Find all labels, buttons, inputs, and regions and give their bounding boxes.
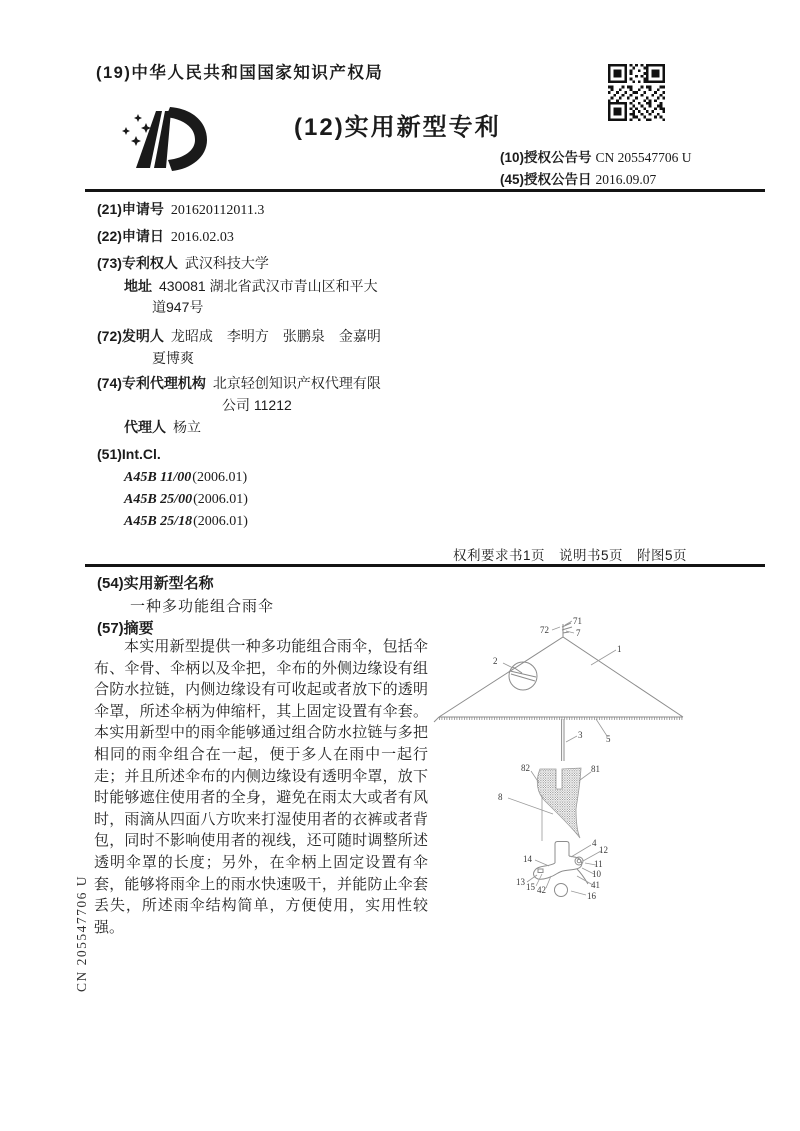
int-cl-label: (51)Int.Cl. [97, 446, 161, 462]
pub-number-label: (10)授权公告号 [500, 150, 592, 165]
pub-date-row [500, 168, 656, 188]
int-cl-entry [124, 490, 248, 508]
figure-label-42: 42 [537, 885, 546, 895]
int-cl-entry [124, 468, 247, 486]
patentee-label: (73)专利权人 [97, 255, 178, 271]
field-inventors [97, 326, 381, 346]
figure-label-10: 10 [592, 869, 601, 879]
inventors-line2: 夏博爽 [152, 350, 194, 366]
application-number-value: 201620112011.3 [170, 203, 265, 218]
figure-label-71: 71 [573, 616, 582, 626]
field-agent [124, 417, 201, 437]
application-date-value: 2016.02.03 [170, 230, 234, 245]
doc-type-title: (12)实用新型专利 [294, 114, 501, 141]
figure-label-4: 4 [592, 838, 597, 848]
figure-labels [493, 616, 622, 901]
umbrella-figure [425, 595, 800, 925]
application-date-label: (22)申请日 [97, 228, 164, 244]
patentee-value: 武汉科技大学 [184, 255, 269, 271]
agent-value: 杨立 [173, 419, 201, 435]
field-application-number [97, 199, 264, 219]
abstract-section-label: (57)摘要 [97, 620, 154, 637]
section-divider [85, 564, 765, 567]
field-patentee [97, 253, 269, 273]
umbrella-sheath [537, 768, 581, 838]
abstract-text: 本实用新型提供一种多功能组合雨伞，包括伞布、伞骨、伞柄以及伞把，伞布的外侧边缘设有组合防水拉链，内侧边缘设有可收起或者放下的透明伞罩，所述伞柄为伸缩杆，其上固定设置有伞套。本实用新型中的雨伞能够通过组合防水拉链与多把相同的雨伞组合在一起，便于多人在雨中一起行走；并且所述伞布的内侧边缘设有透明伞罩，放下时能够遮住使用者的全身，避免在雨太大或者有风时，雨滴从四面八方吹来打湿使用者的衣裤或者背包，同时不影响使用者的视线，还可随时调整所述透明伞罩的长度；另外，在伞柄上固定设置有伞套，能够将雨伞上的雨水快速吸干，并能防止伞套丢失，所述雨伞结构简单，方便使用，实用性较强。 [94, 638, 428, 936]
address-label: 地址 [124, 278, 152, 294]
figure-label-14: 14 [523, 854, 532, 864]
pub-date-label: (45)授权公告日 [500, 172, 592, 187]
application-number-label: (21)申请号 [97, 201, 164, 217]
patent-office-name: (19)中华人民共和国国家知识产权局 [96, 64, 384, 82]
figure-label-81: 81 [591, 764, 600, 774]
invention-title: 一种多功能组合雨伞 [130, 598, 275, 615]
side-document-number: CN 205547706 U [74, 874, 89, 992]
agent-label: 代理人 [124, 419, 166, 435]
int-cl-code: A45B 11/00 [124, 470, 192, 485]
int-cl-version: (2006.01) [193, 492, 248, 507]
agency-line2: 公司 11212 [222, 397, 292, 413]
address-line2: 道947号 [152, 299, 204, 315]
inventors-line1: 龙昭成 李明方 张鹏泉 金嘉明 [170, 328, 381, 344]
figure-label-5: 5 [606, 734, 611, 744]
pages-info: 权利要求书1页 说明书5页 附图5页 [453, 548, 688, 563]
pub-number-row [500, 146, 692, 166]
int-cl-code: A45B 25/00 [124, 492, 193, 507]
pub-date-value: 2016.09.07 [595, 172, 657, 187]
field-agency [97, 373, 381, 393]
figure-label-11: 11 [594, 859, 603, 869]
header-divider [85, 189, 765, 192]
field-int-cl [97, 446, 161, 462]
field-application-date [97, 226, 234, 246]
agency-line1: 北京轻创知识产权代理有限 [212, 375, 381, 391]
agency-label: (74)专利代理机构 [97, 375, 206, 391]
umbrella-canopy [434, 623, 683, 761]
inventors-label: (72)发明人 [97, 328, 164, 344]
field-address [124, 276, 378, 296]
qr-code [608, 64, 665, 121]
sipo-logo [112, 98, 227, 183]
figure-label-3: 3 [578, 730, 583, 740]
figure-label-12: 12 [599, 845, 608, 855]
figure-label-7: 7 [576, 628, 581, 638]
pub-number-value: CN 205547706 U [595, 150, 692, 165]
title-section-label: (54)实用新型名称 [97, 575, 214, 592]
figure-label-82: 82 [521, 763, 530, 773]
figure-label-16: 16 [587, 891, 596, 901]
figure-label-41: 41 [591, 880, 600, 890]
figure-label-72: 72 [540, 625, 549, 635]
figure-label-15: 15 [526, 882, 535, 892]
int-cl-version: (2006.01) [193, 514, 248, 529]
int-cl-entry [124, 512, 248, 530]
figure-label-2: 2 [493, 656, 498, 666]
figure-label-13: 13 [516, 877, 525, 887]
figure-label-1: 1 [617, 644, 622, 654]
figure-label-8: 8 [498, 792, 503, 802]
address-line1: 430081 湖北省武汉市青山区和平大 [159, 278, 378, 294]
int-cl-version: (2006.01) [192, 470, 248, 485]
int-cl-code: A45B 25/18 [124, 514, 193, 529]
